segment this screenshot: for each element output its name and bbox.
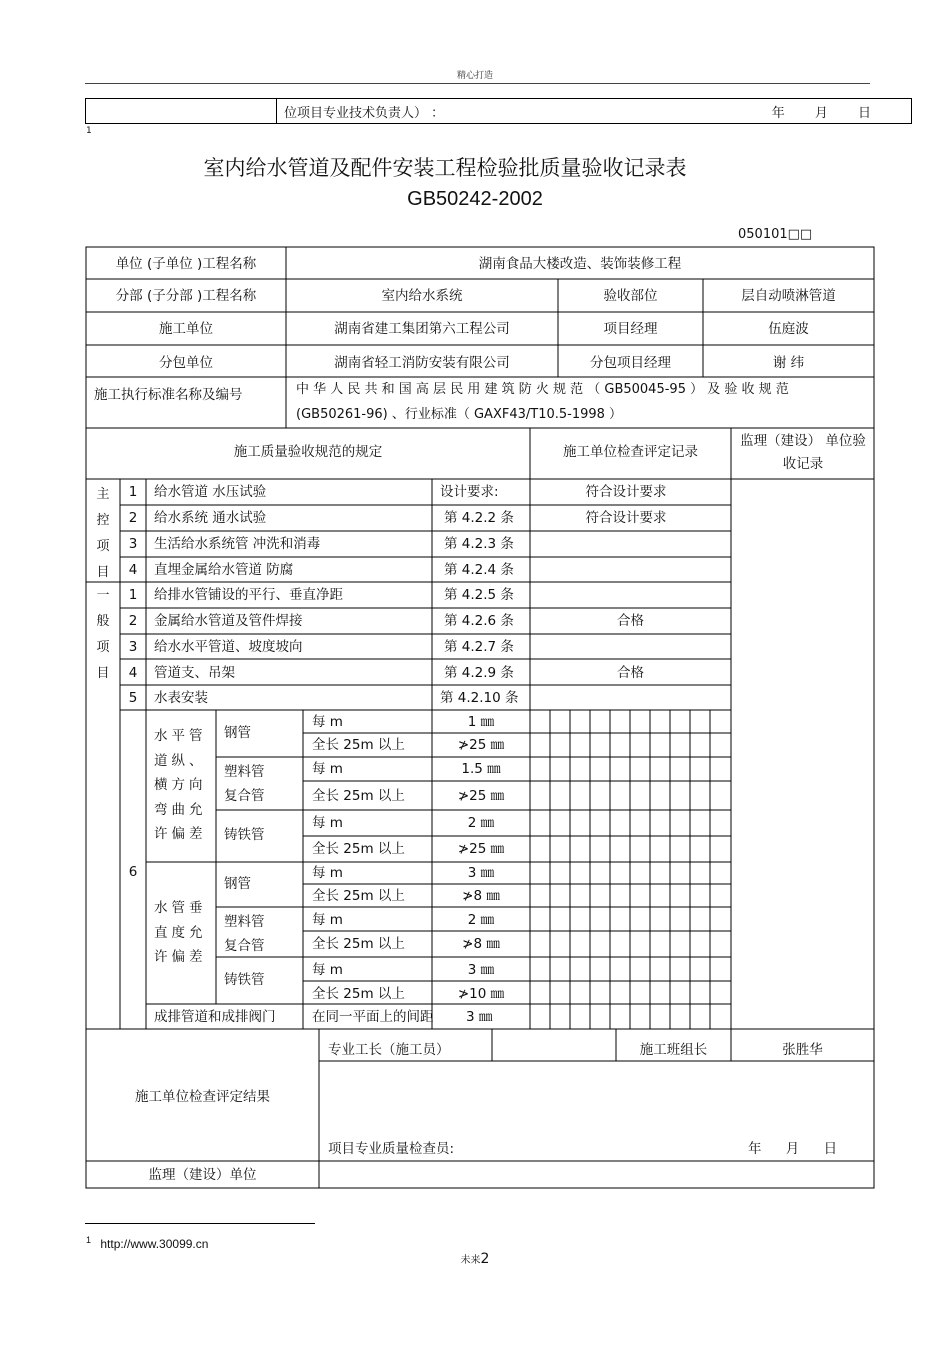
full-length-label: 全长 25m 以上	[312, 986, 405, 1002]
iron-pipe-label: 铸铁管	[224, 972, 265, 988]
full-length-label: 全长 25m 以上	[312, 888, 405, 904]
acceptance-part-label: 验收部位	[603, 288, 658, 304]
per-meter-label: 每 m	[312, 815, 343, 831]
steel-pipe-label: 钢管	[224, 876, 251, 892]
main-item-name: 生活给水系统管 冲洗和消毒	[154, 536, 321, 552]
sub-manager-value: 谢 纬	[772, 355, 805, 371]
col-spec-header: 施工质量验收规范的规定	[233, 444, 383, 460]
same-plane-spacing-label: 在同一平面上的间距	[312, 1009, 434, 1025]
tolerance-value: 2 ㎜	[467, 815, 495, 831]
main-item-no: 3	[128, 536, 138, 552]
plastic-pipe-label: 塑料管复合管	[224, 764, 265, 804]
tolerance-value: 3 ㎜	[467, 865, 495, 881]
footer-text: 未来	[460, 1255, 481, 1266]
general-item-no: 5	[128, 690, 138, 706]
full-length-label: 全长 25m 以上	[312, 936, 405, 952]
form-standard-code: GB50242-2002	[407, 188, 543, 210]
per-meter-label: 每 m	[312, 761, 343, 777]
main-item-clause: 第 4.2.2 条	[444, 510, 514, 526]
subcontractor-value: 湖南省轻工消防安装有限公司	[334, 355, 510, 371]
standard-line-2: (GB50261-96) 、行业标准（ GAXF43/T10.5-1998 ）	[296, 407, 623, 422]
form-title: 室内给水管道及配件安装工程检验批质量验收记录表	[203, 156, 687, 180]
builder-result-label: 施工单位检查评定结果	[135, 1089, 270, 1105]
col-supervise-header: 监理（建设） 单位验收记录	[740, 433, 866, 472]
per-meter-label: 每 m	[312, 962, 343, 978]
standard-line-1: 中 华 人 民 共 和 国 高 层 民 用 建 筑 防 火 规 范 （ GB50045-95 ） 及 验 收 规 范	[296, 382, 789, 397]
general-items-label: 一般项目	[96, 588, 110, 681]
full-length-label: 全长 25m 以上	[312, 788, 405, 804]
supervision-label: 监理（建设）单位	[148, 1167, 257, 1183]
footnote	[86, 1235, 208, 1251]
general-item-clause: 第 4.2.5 条	[444, 587, 514, 603]
top-box-date: 年 月 日	[771, 106, 871, 121]
tolerance-value: ≯25 ㎜	[457, 788, 505, 804]
general-item-name: 给排水管铺设的平行、垂直净距	[154, 587, 343, 603]
general-item-no: 4	[128, 665, 138, 681]
footnote-url[interactable]: http://www.30099.cn	[100, 1237, 209, 1251]
main-item-name: 给水管道 水压试验	[154, 484, 267, 500]
row-pipe-valve-label: 成排管道和成排阀门	[154, 1009, 276, 1025]
general-item-clause: 第 4.2.7 条	[444, 639, 514, 655]
full-length-label: 全长 25m 以上	[312, 841, 405, 857]
team-leader-name: 张胜华	[782, 1042, 823, 1058]
page-number: 2	[480, 1251, 490, 1267]
tolerance-value: 1 ㎜	[467, 714, 495, 730]
project-manager-value: 伍庭波	[768, 321, 809, 337]
per-meter-label: 每 m	[312, 865, 343, 881]
general-item-clause: 第 4.2.10 条	[440, 690, 519, 706]
sub-project-label: 分部 (子分部 )工程名称	[115, 288, 257, 304]
general-item-name: 给水水平管道、坡度坡向	[154, 639, 303, 655]
sub-manager-label: 分包项目经理	[590, 355, 671, 371]
builder-label: 施工单位	[159, 321, 213, 337]
tolerance-value: 1.5 ㎜	[461, 761, 501, 777]
general-item-name: 管道支、吊架	[154, 665, 235, 681]
team-leader-label: 施工班组长	[639, 1042, 708, 1058]
main-item-result: 符合设计要求	[585, 510, 667, 526]
top-box-text: 位项目专业技术负责人） ：	[284, 106, 445, 121]
tolerance-value: ≯8 ㎜	[462, 936, 500, 952]
main-item-clause: 第 4.2.3 条	[444, 536, 514, 552]
subcontractor-label: 分包单位	[159, 355, 213, 371]
per-meter-label: 每 m	[312, 714, 343, 730]
plastic-pipe-label: 塑料管复合管	[224, 914, 265, 954]
vertical-tolerance-label: 水管垂直度允许偏差	[154, 900, 207, 965]
col-check-header: 施工单位检查评定记录	[563, 444, 698, 460]
tolerance-value: ≯10 ㎜	[457, 986, 505, 1002]
general-item-no: 3	[128, 639, 138, 655]
unit-project-value: 湖南食品大楼改造、装饰装修工程	[478, 256, 682, 272]
project-manager-label: 项目经理	[603, 321, 658, 337]
general-item-no: 2	[128, 613, 138, 629]
main-item-clause: 设计要求:	[440, 484, 499, 500]
page-footer	[0, 1251, 950, 1267]
foreman-label: 专业工长（施工员）	[328, 1042, 450, 1058]
form-number: 050101□□	[738, 227, 813, 242]
unit-project-label: 单位 (子单位 )工程名称	[115, 256, 257, 272]
general-item-clause: 第 4.2.6 条	[444, 613, 514, 629]
main-item-result: 符合设计要求	[585, 484, 667, 500]
tolerance-value: ≯8 ㎜	[462, 888, 500, 904]
tolerance-value: ≯25 ㎜	[457, 841, 505, 857]
inspection-date: 年 月 日	[748, 1141, 838, 1157]
tolerance-value: 2 ㎜	[467, 912, 495, 928]
main-item-name: 直埋金属给水管道 防腐	[154, 562, 294, 578]
builder-value: 湖南省建工集团第六工程公司	[334, 321, 510, 337]
acceptance-part-value: 层自动喷淋管道	[741, 288, 836, 304]
footnote-marker: 1	[86, 1235, 92, 1245]
main-item-no: 2	[128, 510, 138, 526]
general-item-clause: 第 4.2.9 条	[444, 665, 514, 681]
main-items-label: 主控项目	[96, 487, 110, 580]
general-item-name: 金属给水管道及管件焊接	[154, 613, 303, 629]
main-item-clause: 第 4.2.4 条	[444, 562, 514, 578]
same-plane-spacing-value: 3 ㎜	[466, 1009, 493, 1025]
tolerance-item-no: 6	[128, 864, 138, 880]
general-item-result: 合格	[617, 613, 644, 629]
tolerance-value: 3 ㎜	[467, 962, 495, 978]
general-item-name: 水表安装	[154, 690, 208, 706]
per-meter-label: 每 m	[312, 912, 343, 928]
sub-project-value: 室内给水系统	[381, 288, 463, 304]
tolerance-value: ≯25 ㎜	[457, 737, 505, 753]
iron-pipe-label: 铸铁管	[224, 827, 265, 843]
main-item-no: 1	[128, 484, 138, 500]
standard-label: 施工执行标准名称及编号	[94, 387, 243, 403]
general-item-result: 合格	[617, 665, 644, 681]
full-length-label: 全长 25m 以上	[312, 737, 405, 753]
main-item-no: 4	[128, 562, 138, 578]
quality-inspector-label: 项目专业质量检查员:	[328, 1141, 455, 1157]
steel-pipe-label: 钢管	[224, 725, 251, 741]
horizontal-tolerance-label: 水平管道纵、横方向弯曲允许偏差	[154, 728, 207, 842]
footnote-marker: 1	[86, 126, 92, 136]
main-item-name: 给水系统 通水试验	[154, 510, 267, 526]
general-item-no: 1	[128, 587, 138, 603]
footnote-rule	[85, 1223, 315, 1224]
page-header: 精心打造	[456, 71, 493, 81]
